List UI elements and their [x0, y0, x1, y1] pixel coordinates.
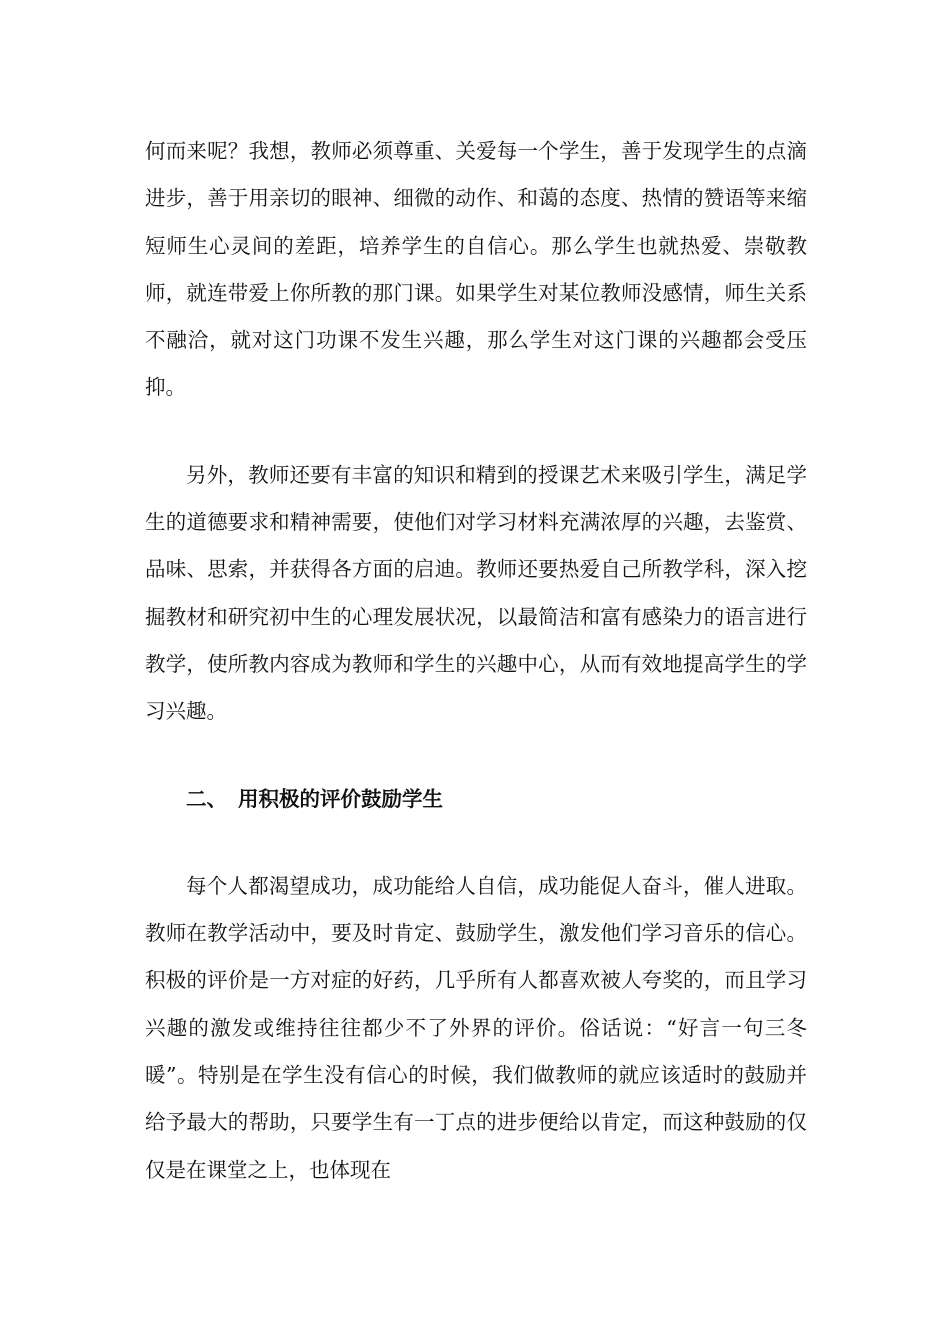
paragraph-encouragement: 每个人都渴望成功，成功能给人自信，成功能促人奋斗，催人进取。教师在教学活动中，要及时肯定、鼓励学生，激发他们学习音乐的信心。积极的评价是一方对症的好药，几乎所有人都喜欢被人夸奖的，而且学习兴趣的激发或维持往往都少不了外界的评价。俗话说：“好言一句三冬暖”。特别是在学生没有信心的时候，我们做教师的就应该适时的鼓励并给予最大的帮助，只要学生有一丁点的进步便给以肯定，而这种鼓励的仅仅是在课堂之上，也体现在: [145, 873, 807, 1182]
section-heading: [145, 776, 807, 823]
document-page: [145, 128, 807, 1194]
section-title: 用积极的评价鼓励学生: [238, 786, 443, 811]
paragraph-teacher-knowledge: 另外，教师还要有丰富的知识和精到的授课艺术来吸引学生，满足学生的道德要求和精神需要，使他们对学习材料充满浓厚的兴趣，去鉴赏、品味、思索，并获得各方面的启迪。教师还要热爱自己所教学科，深入挖掘教材和研究初中生的心理发展状况，以最简洁和富有感染力的语言进行教学，使所教内容成为教师和学生的兴趣中心，从而有效地提高学生的学习兴趣。: [145, 462, 807, 724]
paragraph-teacher-care: 何而来呢？我想，教师必须尊重、关爱每一个学生，善于发现学生的点滴进步，善于用亲切的眼神、细微的动作、和蔼的态度、热情的赞语等来缩短师生心灵间的差距，培养学生的自信心。那么学生也就热爱、崇敬教师，就连带爱上你所教的那门课。如果学生对某位教师没感情，师生关系不融洽，就对这门功课不发生兴趣，那么学生对这门课的兴趣都会受压抑。: [145, 139, 807, 400]
section-number: 二、: [186, 786, 227, 811]
